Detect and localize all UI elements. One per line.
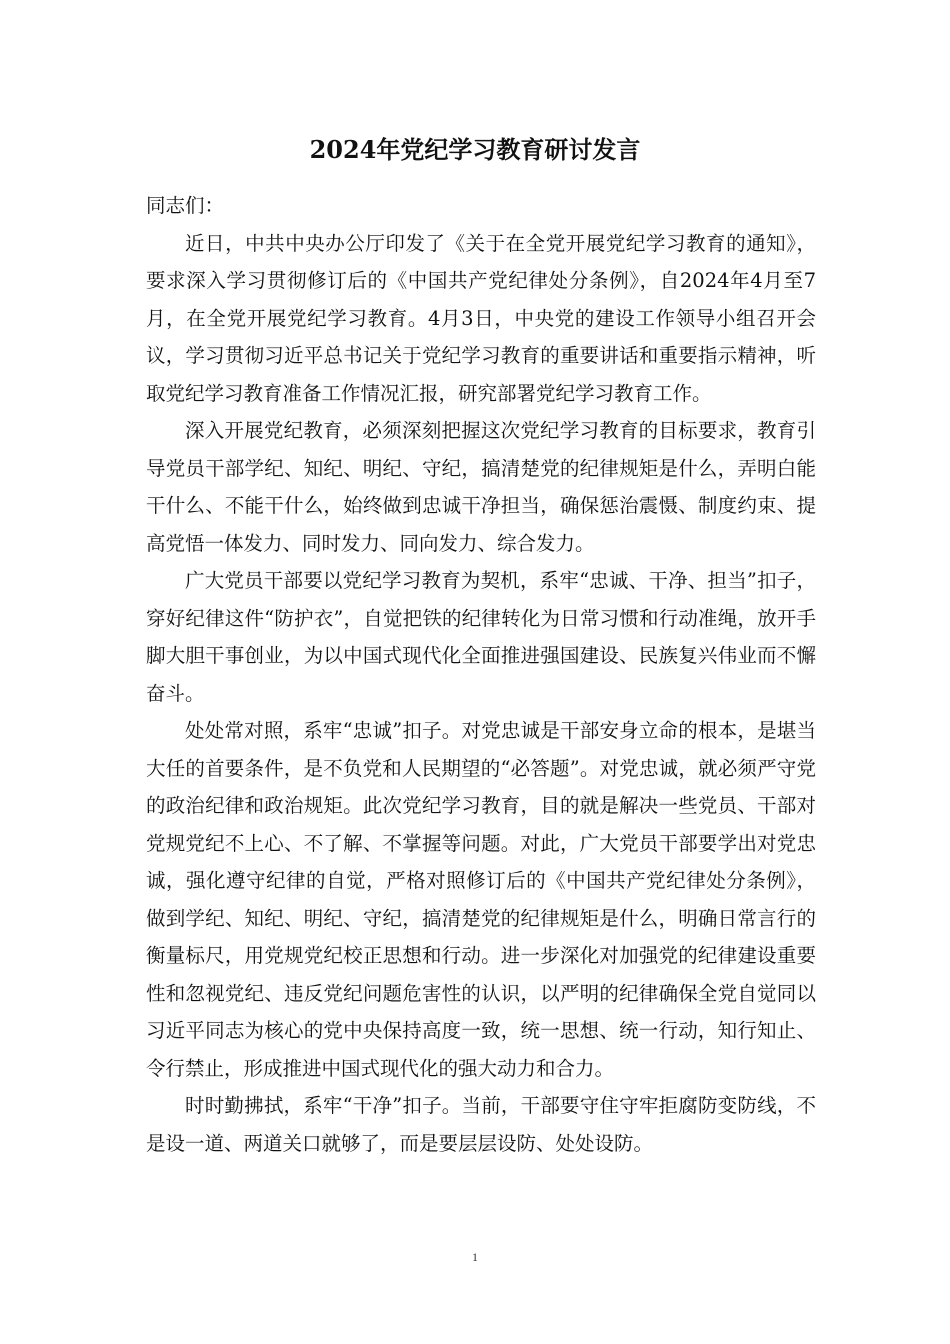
- document-title: 2024年党纪学习教育研讨发言: [309, 135, 641, 164]
- document-body: [146, 187, 816, 1162]
- paragraph-2: 深入开展党纪教育，必须深刻把握这次党纪学习教育的目标要求，教育引导党员干部学纪、知纪、明纪、守纪，搞清楚党的纪律规矩是什么，弄明白能干什么、不能干什么，始终做到忠诚干净担当，确保惩治震慑、制度约束、提高党悟一体发力、同时发力、同向发力、综合发力。: [146, 419, 816, 555]
- paragraph-4: 处处常对照，系牢“忠诚”扣子。对党忠诚是干部安身立命的根本，是堪当大任的首要条件，是不负党和人民期望的“必答题”。对党忠诚，就必须严守党的政治纪律和政治规矩。此次党纪学习教育，目的就是解决一些党员、干部对党规党纪不上心、不了解、不掌握等问题。对此，广大党员干部要学出对党忠诚，强化遵守纪律的自觉，严格对照修订后的《中国共产党纪律处分条例》，做到学纪、知纪、明纪、守纪，搞清楚党的纪律规矩是什么，明确日常言行的衡量标尺，用党规党纪校正思想和行动。进一步深化对加强党的纪律建设重要性和忽视党纪、违反党纪问题危害性的认识，以严明的纪律确保全党自觉同以习近平同志为核心的党中央保持高度一致，统一思想、统一行动，知行知止、令行禁止，形成推进中国式现代化的强大动力和合力。: [146, 719, 816, 1080]
- salutation: 同志们：: [146, 194, 225, 217]
- paragraph-3: 广大党员干部要以党纪学习教育为契机，系牢“忠诚、干净、担当”扣子，穿好纪律这件“防护衣”，自觉把铁的纪律转化为日常习惯和行动准绳，放开手脚大胆干事创业，为以中国式现代化全面推进强国建设、民族复兴伟业而不懈奋斗。: [146, 569, 816, 705]
- paragraph-1: 近日，中共中央办公厅印发了《关于在全党开展党纪学习教育的通知》，要求深入学习贯彻修订后的《中国共产党纪律处分条例》，自2024年4月至7月，在全党开展党纪学习教育。4月3日，中央党的建设工作领导小组召开会议，学习贯彻习近平总书记关于党纪学习教育的重要讲话和重要指示精神，听取党纪学习教育准备工作情况汇报，研究部署党纪学习教育工作。: [146, 231, 816, 405]
- page-number: 1: [472, 1250, 478, 1264]
- paragraph-5: 时时勤拂拭，系牢“干净”扣子。当前，干部要守住守牢拒腐防变防线，不是设一道、两道关口就够了，而是要层层设防、处处设防。: [146, 1094, 816, 1155]
